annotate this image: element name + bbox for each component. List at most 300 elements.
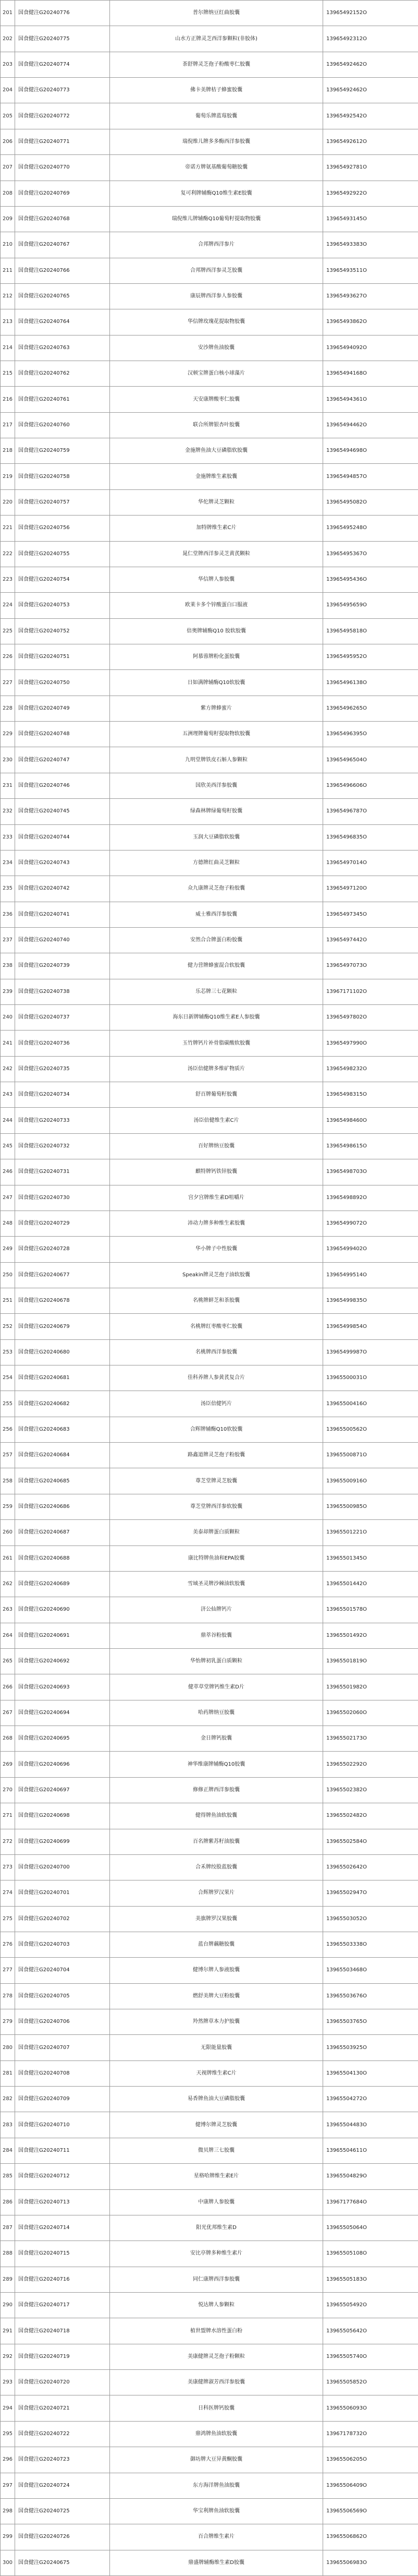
table-row — [1, 1880, 418, 1906]
approval-number: 国食健注G20240699 — [15, 1829, 110, 1854]
approval-number: 国食健注G20240713 — [15, 2189, 110, 2215]
table-row — [1, 438, 418, 464]
row-number: 256 — [1, 1417, 15, 1442]
row-number: 211 — [1, 258, 15, 283]
table-row — [1, 361, 418, 387]
table-row — [1, 2524, 418, 2550]
table-row — [1, 2292, 418, 2318]
table-row — [1, 1726, 418, 1752]
approval-number: 国食健注G20240722 — [15, 2421, 110, 2447]
product-name: 东方海洋牌鱼油胶囊 — [110, 2473, 323, 2498]
contact-number: 13965492462O — [323, 78, 418, 103]
table-row — [1, 1571, 418, 1597]
contact-number: 13965499854O — [323, 1314, 418, 1339]
contact-number: 13965496787O — [323, 799, 418, 824]
table-row — [1, 1958, 418, 1983]
contact-number: 13965502584O — [323, 1829, 418, 1854]
row-number: 237 — [1, 927, 15, 953]
row-number: 223 — [1, 567, 15, 592]
table-row — [1, 1468, 418, 1494]
table-row — [1, 1, 418, 26]
approval-number: 国食健注G20240775 — [15, 26, 110, 52]
contact-number: 13965500985O — [323, 1494, 418, 1519]
approval-number: 国食健注G20240744 — [15, 824, 110, 850]
table-row — [1, 1597, 418, 1623]
row-number: 291 — [1, 2318, 15, 2344]
row-number: 275 — [1, 1906, 15, 1932]
approval-number: 国食健注G20240752 — [15, 618, 110, 644]
approval-number: 国食健注G20240687 — [15, 1520, 110, 1545]
row-number: 257 — [1, 1443, 15, 1468]
approval-number: 国食健注G20240706 — [15, 2009, 110, 2035]
contact-number: 13965494361O — [323, 387, 418, 412]
approval-number: 国食健注G20240754 — [15, 567, 110, 592]
contact-number: 13965497345O — [323, 902, 418, 927]
row-number: 278 — [1, 1983, 15, 2009]
table-row — [1, 103, 418, 129]
contact-number: 13965506205O — [323, 2447, 418, 2473]
product-name: 华怡牌初乳蛋白质颗粒 — [110, 1649, 323, 1674]
contact-number: 13965496504O — [323, 747, 418, 773]
table-row — [1, 2241, 418, 2267]
contact-number: 13965499514O — [323, 1262, 418, 1288]
row-number: 248 — [1, 1211, 15, 1236]
contact-number: 13965500871O — [323, 1443, 418, 1468]
contact-number: 13965504829O — [323, 2164, 418, 2189]
product-name: 普尔牌纳豆红曲胶囊 — [110, 1, 323, 26]
table-row — [1, 2498, 418, 2524]
table-row — [1, 1133, 418, 1159]
approval-number: 国食健注G20240717 — [15, 2292, 110, 2318]
contact-number: 13965506983O — [323, 2550, 418, 2575]
table-row — [1, 283, 418, 309]
product-name: 蓝台牌藕糖胶囊 — [110, 1932, 323, 1957]
product-name: 尊芝堂牌灵芝胶囊 — [110, 1468, 323, 1494]
contact-number: 13965492542O — [323, 103, 418, 129]
product-name: 葡萄乐牌蓝莓胶囊 — [110, 103, 323, 129]
row-number: 224 — [1, 593, 15, 618]
approval-number: 国食健注G20240765 — [15, 283, 110, 309]
table-row — [1, 1803, 418, 1829]
row-number: 218 — [1, 438, 15, 464]
product-name: 燃舒美牌大豆粉胶囊 — [110, 1983, 323, 2009]
approval-number: 国食健注G20240767 — [15, 232, 110, 258]
product-name: 无限能量胶囊 — [110, 2035, 323, 2060]
row-number: 249 — [1, 1237, 15, 1262]
product-name: 瑞倪维儿牌多多酶西洋参胶囊 — [110, 129, 323, 154]
product-name: 中康牌人参胶囊 — [110, 2189, 323, 2215]
table-row — [1, 26, 418, 52]
product-name: 汤臣倍健维生素C片 — [110, 1108, 323, 1133]
contact-number: 13965499835O — [323, 1288, 418, 1313]
contact-number: 13965501578O — [323, 1597, 418, 1623]
row-number: 266 — [1, 1674, 15, 1700]
contact-number: 13965493145O — [323, 206, 418, 232]
approval-number: 国食健注G20240675 — [15, 2550, 110, 2575]
approval-number: 国食健注G20240741 — [15, 902, 110, 927]
row-number: 202 — [1, 26, 15, 52]
product-name: 宫夕宫牌维生素D咀嚼片 — [110, 1185, 323, 1211]
approval-number: 国食健注G20240731 — [15, 1159, 110, 1185]
table-row — [1, 2138, 418, 2163]
approval-number: 国食健注G20240718 — [15, 2318, 110, 2344]
product-name: 星格哈牌维生素E片 — [110, 2164, 323, 2189]
row-number: 264 — [1, 1623, 15, 1648]
contact-number: 13965501492O — [323, 1623, 418, 1648]
table-row — [1, 309, 418, 335]
approval-number: 国食健注G20240761 — [15, 387, 110, 412]
row-number: 286 — [1, 2189, 15, 2215]
row-number: 244 — [1, 1108, 15, 1133]
product-name: 健博尔牌灵芝胶囊 — [110, 2112, 323, 2138]
table-body — [1, 1, 418, 2576]
approval-number: 国食健注G20240685 — [15, 1468, 110, 1494]
contact-number: 13965502947O — [323, 1880, 418, 1906]
product-name: 百合牌维生素片 — [110, 2524, 323, 2550]
row-number: 210 — [1, 232, 15, 258]
row-number: 243 — [1, 1082, 15, 1108]
row-number: 252 — [1, 1314, 15, 1339]
product-name: 安沙牌鱼油胶囊 — [110, 335, 323, 361]
product-name: 御坊牌大豆异黄酮胶囊 — [110, 2447, 323, 2473]
table-row — [1, 1005, 418, 1031]
row-number: 265 — [1, 1649, 15, 1674]
table-row — [1, 773, 418, 798]
approval-number: 国食健注G20240702 — [15, 1906, 110, 1932]
approval-number: 国食健注G20240694 — [15, 1700, 110, 1726]
contact-number: 13965492612O — [323, 129, 418, 154]
product-name: 健得牌鱼油软胶囊 — [110, 1803, 323, 1829]
row-number: 273 — [1, 1854, 15, 1880]
approval-number: 国食健注G20240738 — [15, 979, 110, 1004]
table-row — [1, 232, 418, 258]
table-row — [1, 2035, 418, 2060]
table-row — [1, 696, 418, 721]
row-number: 285 — [1, 2164, 15, 2189]
row-number: 208 — [1, 181, 15, 206]
contact-number: 13965506569O — [323, 2498, 418, 2524]
product-name: 日如满牌辅酶Q10软胶囊 — [110, 670, 323, 696]
approval-number: 国食健注G20240682 — [15, 1391, 110, 1417]
contact-number: 13965503676O — [323, 1983, 418, 2009]
product-name: 金施牌维生素胶囊 — [110, 464, 323, 489]
row-number: 251 — [1, 1288, 15, 1313]
approval-number: 国食健注G20240723 — [15, 2447, 110, 2473]
product-name: 威士雅西洋参胶囊 — [110, 902, 323, 927]
product-name: 加特牌维生素C片 — [110, 516, 323, 541]
approval-number: 国食健注G20240746 — [15, 773, 110, 798]
product-name: 帝诺方牌氨基酸葡萄糖胶囊 — [110, 155, 323, 181]
contact-number: 13965499402O — [323, 1237, 418, 1262]
table-row — [1, 1700, 418, 1726]
product-name: 尊芝堂牌西洋参软胶囊 — [110, 1494, 323, 1519]
approval-number: 国食健注G20240689 — [15, 1571, 110, 1597]
approval-number: 国食健注G20240703 — [15, 1932, 110, 1957]
approval-number: 国食健注G20240700 — [15, 1854, 110, 1880]
contact-number: 13965505064O — [323, 2215, 418, 2240]
approval-number: 国食健注G20240716 — [15, 2267, 110, 2292]
table-row — [1, 1443, 418, 1468]
contact-number: 13965496138O — [323, 670, 418, 696]
table-row — [1, 2215, 418, 2240]
row-number: 209 — [1, 206, 15, 232]
table-row — [1, 1932, 418, 1957]
table-row — [1, 593, 418, 618]
contact-number: 13965503052O — [323, 1906, 418, 1932]
product-name: 合辉牌辅酶Q10软胶囊 — [110, 1417, 323, 1442]
row-number: 230 — [1, 747, 15, 773]
table-row — [1, 824, 418, 850]
row-number: 236 — [1, 902, 15, 927]
table-row — [1, 1649, 418, 1674]
row-number: 281 — [1, 2060, 15, 2086]
row-number: 201 — [1, 1, 15, 26]
approval-number: 国食健注G20240747 — [15, 747, 110, 773]
contact-number: 13965503468O — [323, 1958, 418, 1983]
table-row — [1, 1777, 418, 1803]
approval-number: 国食健注G20240708 — [15, 2060, 110, 2086]
row-number: 299 — [1, 2524, 15, 2550]
product-name: 佳科养牌人参黄芪复合片 — [110, 1365, 323, 1391]
row-number: 262 — [1, 1571, 15, 1597]
product-name: 哈药牌纳豆胶囊 — [110, 1700, 323, 1726]
product-name: 五洲理牌葡萄籽提取物软胶囊 — [110, 722, 323, 747]
product-name: 名桃牌红枣酸枣仁胶囊 — [110, 1314, 323, 1339]
contact-number: 13965495952O — [323, 644, 418, 669]
product-name: 金日牌钙胶囊 — [110, 1726, 323, 1752]
row-number: 203 — [1, 52, 15, 77]
contact-number: 13965498703O — [323, 1159, 418, 1185]
approval-number: 国食健注G20240735 — [15, 1056, 110, 1082]
contact-number: 13967177684O — [323, 2189, 418, 2215]
table-row — [1, 2395, 418, 2421]
approval-number: 国食健注G20240696 — [15, 1752, 110, 1777]
row-number: 258 — [1, 1468, 15, 1494]
product-name: 茶舒牌灵芝孢子粉酸枣仁胶囊 — [110, 52, 323, 77]
approval-number: 国食健注G20240705 — [15, 1983, 110, 2009]
product-name: 羚然牌草本力护胶囊 — [110, 2009, 323, 2035]
row-number: 269 — [1, 1752, 15, 1777]
row-number: 245 — [1, 1133, 15, 1159]
contact-number: 13965498615O — [323, 1133, 418, 1159]
contact-number: 13965492462O — [323, 52, 418, 77]
table-row — [1, 850, 418, 876]
table-row — [1, 206, 418, 232]
row-number: 207 — [1, 155, 15, 181]
table-row — [1, 953, 418, 979]
product-name: 舒百牌葡萄籽胶囊 — [110, 1082, 323, 1108]
contact-number: 13965506409O — [323, 2473, 418, 2498]
approval-number: 国食健注G20240679 — [15, 1314, 110, 1339]
row-number: 277 — [1, 1958, 15, 1983]
contact-number: 13965495436O — [323, 567, 418, 592]
row-number: 221 — [1, 516, 15, 541]
product-name: 植世盟牌水溶性蛋白粉 — [110, 2318, 323, 2344]
row-number: 295 — [1, 2421, 15, 2447]
approval-number: 国食健注G20240704 — [15, 1958, 110, 1983]
approval-number: 国食健注G20240736 — [15, 1031, 110, 1056]
row-number: 282 — [1, 2087, 15, 2112]
contact-number: 13965503765O — [323, 2009, 418, 2035]
product-name: 沛动力牌多种维生素胶囊 — [110, 1211, 323, 1236]
table-row — [1, 1056, 418, 1082]
contact-number: 13965494462O — [323, 412, 418, 438]
contact-number: 13965496606O — [323, 773, 418, 798]
approval-number: 国食健注G20240707 — [15, 2035, 110, 2060]
approval-number: 国食健注G20240733 — [15, 1108, 110, 1133]
row-number: 263 — [1, 1597, 15, 1623]
row-number: 240 — [1, 1005, 15, 1031]
product-name: 路鑫道牌灵芝孢子粉胶囊 — [110, 1443, 323, 1468]
contact-number: 13965495818O — [323, 618, 418, 644]
product-name: 晁仁堂牌西洋参灵芝黄芪颗粒 — [110, 541, 323, 567]
approval-number: 国食健注G20240755 — [15, 541, 110, 567]
row-number: 268 — [1, 1726, 15, 1752]
table-row — [1, 2164, 418, 2189]
contact-number: 13965492781O — [323, 155, 418, 181]
product-name: 名桃牌西洋参胶囊 — [110, 1339, 323, 1365]
row-number: 294 — [1, 2395, 15, 2421]
contact-number: 13967171102O — [323, 979, 418, 1004]
approval-number: 国食健注G20240684 — [15, 1443, 110, 1468]
product-name: 健博尔牌人参液胶囊 — [110, 1958, 323, 1983]
row-number: 227 — [1, 670, 15, 696]
product-name: 康辰牌西洋参人参胶囊 — [110, 283, 323, 309]
table-row — [1, 1237, 418, 1262]
approval-number: 国食健注G20240742 — [15, 876, 110, 902]
table-row — [1, 1082, 418, 1108]
product-name: 乐芯牌三七花颗粒 — [110, 979, 323, 1004]
contact-number: 13965493511O — [323, 258, 418, 283]
table-row — [1, 52, 418, 77]
table-row — [1, 927, 418, 953]
product-name: 合禾牌绞股蓝胶囊 — [110, 1854, 323, 1880]
product-name: 玉竹牌钙片补骨脂碳酸软胶囊 — [110, 1031, 323, 1056]
table-row — [1, 1906, 418, 1932]
approval-number: 国食健注G20240681 — [15, 1365, 110, 1391]
contact-number: 13965502060O — [323, 1700, 418, 1726]
contact-number: 13965495659O — [323, 593, 418, 618]
table-row — [1, 335, 418, 361]
contact-number: 13965504611O — [323, 2138, 418, 2163]
table-row — [1, 1262, 418, 1288]
product-name: 方德牌红曲灵芝颗粒 — [110, 850, 323, 876]
table-row — [1, 516, 418, 541]
contact-number: 13965498315O — [323, 1082, 418, 1108]
product-name: 华信牌玫瑰花提取物胶囊 — [110, 309, 323, 335]
product-name: 汤臣倍健牌多维矿物质片 — [110, 1056, 323, 1082]
row-number: 228 — [1, 696, 15, 721]
contact-number: 13965496395O — [323, 722, 418, 747]
product-name: 同仁康牌西洋参胶囊 — [110, 2267, 323, 2292]
contact-number: 13965502482O — [323, 1803, 418, 1829]
row-number: 284 — [1, 2138, 15, 2163]
approval-number: 国食健注G20240680 — [15, 1339, 110, 1365]
approval-number: 国食健注G20240756 — [15, 516, 110, 541]
row-number: 213 — [1, 309, 15, 335]
approval-number: 国食健注G20240678 — [15, 1288, 110, 1313]
approval-number: 国食健注G20240772 — [15, 103, 110, 129]
product-name: 海东日新牌辅酶Q10维生素E人参胶囊 — [110, 1005, 323, 1031]
row-number: 289 — [1, 2267, 15, 2292]
table-row — [1, 567, 418, 592]
table-row — [1, 1623, 418, 1648]
table-row — [1, 2087, 418, 2112]
table-row — [1, 876, 418, 902]
product-name: 复可利牌辅酶Q10维生素E胶囊 — [110, 181, 323, 206]
table-row — [1, 722, 418, 747]
table-row — [1, 155, 418, 181]
product-name: 合邦牌西洋参片 — [110, 232, 323, 258]
contact-number: 13965498460O — [323, 1108, 418, 1133]
table-row — [1, 2267, 418, 2292]
approval-number: 国食健注G20240734 — [15, 1082, 110, 1108]
row-number: 260 — [1, 1520, 15, 1545]
row-number: 247 — [1, 1185, 15, 1211]
product-name: 百好牌纳豆胶囊 — [110, 1133, 323, 1159]
table-row — [1, 129, 418, 154]
product-name: 合辉牌罗汉果片 — [110, 1880, 323, 1906]
product-name: 金施牌鱼油大豆磷脂软胶囊 — [110, 438, 323, 464]
approval-number: 国食健注G20240758 — [15, 464, 110, 489]
contact-number: 13965492922O — [323, 181, 418, 206]
approval-number: 国食健注G20240721 — [15, 2395, 110, 2421]
approval-number: 国食健注G20240763 — [15, 335, 110, 361]
approval-number: 国食健注G20240766 — [15, 258, 110, 283]
table-row — [1, 747, 418, 773]
contact-number: 13965496835O — [323, 824, 418, 850]
row-number: 241 — [1, 1031, 15, 1056]
contact-number: 13965503338O — [323, 1932, 418, 1957]
row-number: 232 — [1, 799, 15, 824]
product-name: 阿慕蓉牌粉化蛋胶囊 — [110, 644, 323, 669]
contact-number: 13965493383O — [323, 232, 418, 258]
product-name: 阳光优邦维生素D — [110, 2215, 323, 2240]
approval-number: 国食健注G20240776 — [15, 1, 110, 26]
product-name: 鼎萃谷粉胶囊 — [110, 1623, 323, 1648]
product-name: 华宝利牌鱼油软胶囊 — [110, 2498, 323, 2524]
contact-number: 13965504483O — [323, 2112, 418, 2138]
contact-number: 13965506093O — [323, 2395, 418, 2421]
product-name: 合邦牌西洋参灵芝胶囊 — [110, 258, 323, 283]
row-number: 276 — [1, 1932, 15, 1957]
contact-number: 13965494092O — [323, 335, 418, 361]
approval-number: 国食健注G20240698 — [15, 1803, 110, 1829]
row-number: 271 — [1, 1803, 15, 1829]
table-row — [1, 2189, 418, 2215]
product-name: 名桃牌鲜芝和茶胶囊 — [110, 1288, 323, 1313]
contact-number: 13965501442O — [323, 1571, 418, 1597]
approval-number: 国食健注G20240691 — [15, 1623, 110, 1648]
table-row — [1, 2060, 418, 2086]
approval-number: 国食健注G20240712 — [15, 2164, 110, 2189]
product-name: 华信牌人参胶囊 — [110, 567, 323, 592]
table-row — [1, 541, 418, 567]
row-number: 297 — [1, 2473, 15, 2498]
approval-number: 国食健注G20240737 — [15, 1005, 110, 1031]
product-name: 安然合合牌蛋白粉胶囊 — [110, 927, 323, 953]
table-row — [1, 902, 418, 927]
table-row — [1, 670, 418, 696]
table-row — [1, 1211, 418, 1236]
row-number: 205 — [1, 103, 15, 129]
contact-number: 13965500562O — [323, 1417, 418, 1442]
contact-number: 13965501819O — [323, 1649, 418, 1674]
product-name: 鼎鸿牌鱼油软胶囊 — [110, 2421, 323, 2447]
approval-number: 国食健注G20240719 — [15, 2344, 110, 2369]
row-number: 279 — [1, 2009, 15, 2035]
product-name: 美康健牌灵芝孢子粉颗粒 — [110, 2344, 323, 2369]
